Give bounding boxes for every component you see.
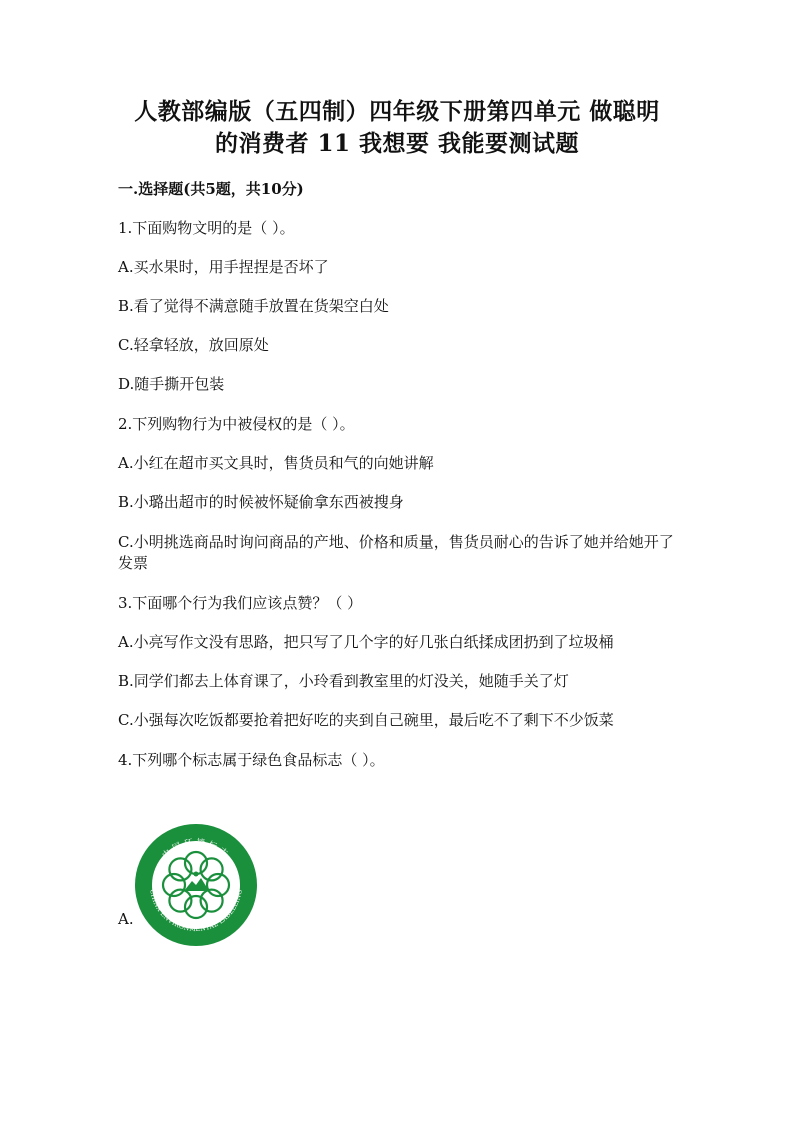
question-1-stem: 1.下面购物文明的是（ ）。 (118, 219, 295, 237)
question-3-option-c: C.小强每次吃饭都要抢着把好吃的夹到自己碗里，最后吃不了剩下不少饭菜 (118, 711, 614, 729)
question-4-stem: 4.下列哪个标志属于绿色食品标志（ ）。 (118, 751, 385, 769)
svg-text:CHINA ENVIRONMENTAL LABELLING: CHINA ENVIRONMENTAL LABELLING (148, 889, 244, 934)
question-1-option-d: D.随手撕开包装 (118, 375, 225, 393)
question-3-option-b: B.同学们都去上体育课了，小玲看到教室里的灯没关，她随手关了灯 (118, 672, 569, 690)
question-3-option-a: A.小亮写作文没有思路，把只写了几个字的好几张白纸揉成团扔到了垃圾桶 (118, 633, 614, 651)
svg-text:中国环境标志: 中国环境标志 (160, 837, 232, 861)
question-1-option-a: A.买水果时，用手捏捏是否坏了 (118, 258, 329, 276)
question-1-option-b: B.看了觉得不满意随手放置在货架空白处 (118, 297, 389, 315)
question-1-option-c: C.轻拿轻放，放回原处 (118, 336, 269, 354)
page-title-line-1: 人教部编版（五四制）四年级下册第四单元 做聪明 (134, 98, 660, 125)
question-4-option-a: A. (118, 910, 134, 928)
question-2-option-b: B.小璐出超市的时候被怀疑偷拿东西被搜身 (118, 493, 404, 511)
question-2-option-c: C.小明挑选商品时询问商品的产地、价格和质量，售货员耐心的告诉了她并给她开了发票 (118, 533, 674, 572)
section-heading: 一.选择题(共5题，共10分) (118, 180, 304, 198)
page-title-line-2: 的消费者 11 我想要 我能要测试题 (214, 130, 580, 157)
question-2-option-a: A.小红在超市买文具时，售货员和气的向她讲解 (118, 454, 434, 472)
china-environmental-label-logo (134, 823, 258, 947)
question-2-stem: 2.下列购物行为中被侵权的是（ ）。 (118, 415, 355, 433)
question-3-stem: 3.下面哪个行为我们应该点赞？（ ） (118, 594, 363, 612)
